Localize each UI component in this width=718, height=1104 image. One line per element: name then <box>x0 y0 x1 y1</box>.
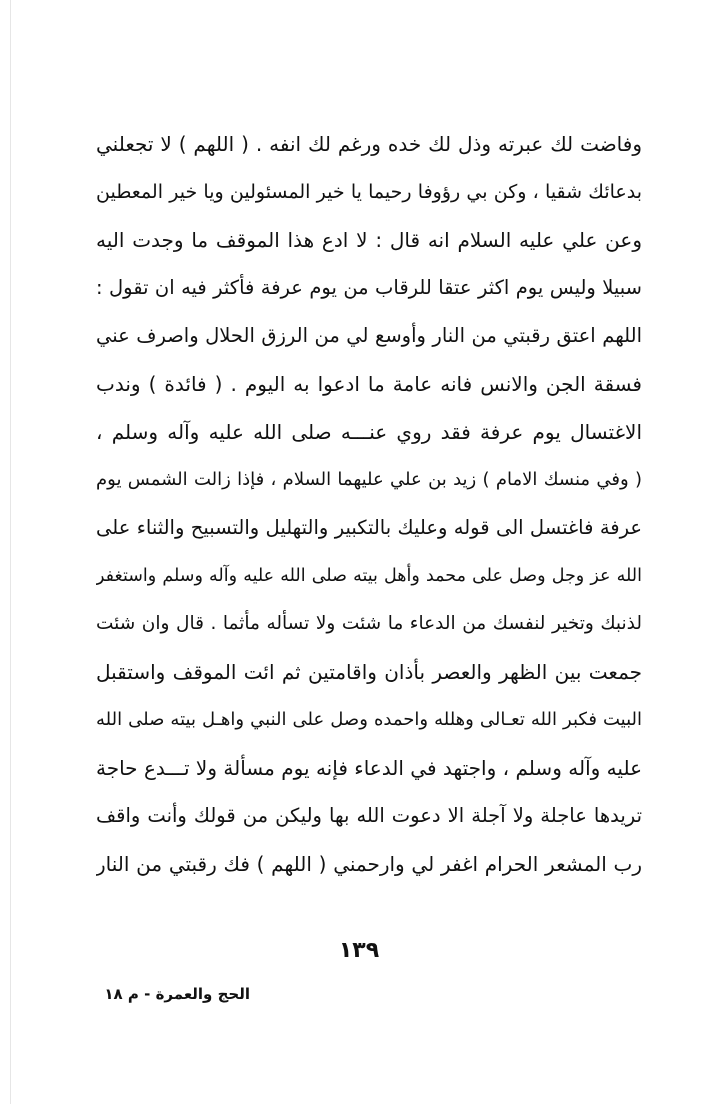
text-line: بدعائك شقيا ، وكن بي رؤوفا رحيما يا خير المسئولين ويا خير المعطين <box>96 181 642 203</box>
text-line: جمعت بين الظهر والعصر بأذان واقامتين ثم ائت الموقف واستقبل <box>96 660 642 684</box>
text-line: فسقة الجن والانس فانه عامة ما ادعوا به اليوم . ( فائدة ) وندب <box>96 372 642 396</box>
text-line: البيت فكبر الله تعـالى وهلله واحمده وصل على النبي واهـل بيته صلى الله <box>96 709 642 730</box>
text-line: الاغتسال يوم عرفة فقد روي عنـــه صلى الله عليه وآله وسلم ، <box>96 420 642 444</box>
text-line: تريدها عاجلة ولا آجلة الا دعوت الله بها وليكن من قولك وأنت واقف <box>96 804 642 827</box>
text-line: اللهم اعتق رقبتي من النار وأوسع لي من الرزق الحلال واصرف عني <box>96 324 642 347</box>
text-line: وفاضت لك عبرته وذل لك خده ورغم لك انفه . ( اللهم ) لا تجعلني <box>96 132 642 156</box>
text-line: ( وفي منسك الامام ) زيد بن علي عليهما السلام ، فإذا زالت الشمس يوم <box>96 469 642 490</box>
body-text <box>96 120 642 888</box>
text-line: لذنبك وتخير لنفسك من الدعاء ما شئت ولا تسأله مأثما . قال وان شئت <box>96 613 642 634</box>
text-line: وعن علي عليه السلام انه قال : لا ادع هذا الموقف ما وجدت اليه <box>96 228 642 252</box>
text-line: عليه وآله وسلم ، واجتهد في الدعاء فإنه يوم مسألة ولا تـــدع حاجة <box>96 756 642 780</box>
text-line: عرفة فاغتسل الى قوله وعليك بالتكبير والتهليل والتسبيح والثناء على <box>96 516 642 539</box>
text-line: سبيلا وليس يوم اكثر عتقا للرقاب من يوم عرفة فأكثر فيه ان تقول : <box>96 276 642 299</box>
text-line: رب المشعر الحرام اغفر لي وارحمني ( اللهم ) فك رقبتي من النار <box>96 852 642 876</box>
text-line: الله عز وجل وصل على محمد وأهل بيته صلى الله عليه وآله وسلم واستغفر <box>96 566 642 586</box>
page-number: ١٣٩ <box>338 938 380 963</box>
printer-signature: الحج والعمرة - م ١٨ <box>104 985 250 1003</box>
